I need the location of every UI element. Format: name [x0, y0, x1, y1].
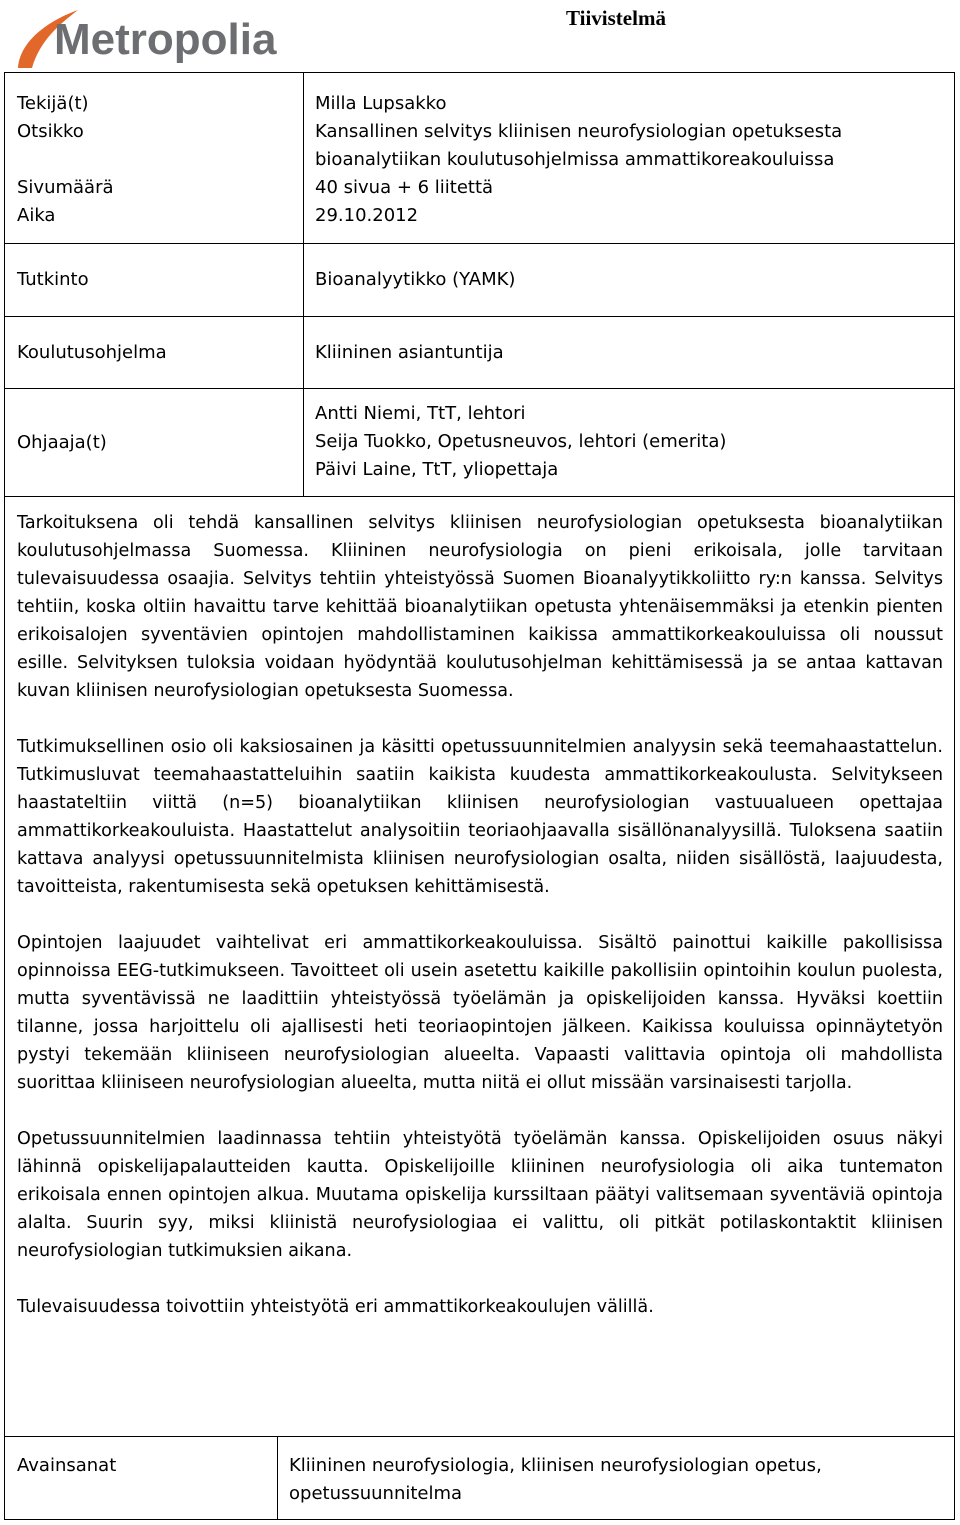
- metropolia-logo: [10, 0, 330, 72]
- metadata-values: [315, 90, 842, 230]
- degree-row: [5, 244, 954, 317]
- title-value-line2: bioanalytiikan koulutusohjelmissa ammattikoreakouluissa: [315, 149, 835, 170]
- abstract-paragraph-1: Tarkoituksena oli tehdä kansallinen selvitys kliinisen neurofysiologian opetuksesta bioanalytiikan koulutusohjelmassa Suomessa. Kliininen neurofysiologia on pieni erikoisala, jolle tarvitaan tulevaisuudessa osaajia. Selvitys tehtiin yhteistyössä Suomen Bioanalyytikkoliitto ry:n kanssa. Selvitys tehtiin, koska oltiin havaittu tarve kehittää bioanalytiikan opetusta yhtenäisemmäksi ja etenkin pienten erikoisalojen syventävien opintojen mahdollistaminen kaikissa ammattikorkeakouluissa oli noussut esille. Selvityksen tuloksia voidaan hyödyntää koulutusohjelman kehittämisessä ja se antaa kattavan kuvan kliinisen neurofysiologian opetuksesta Suomessa.: [17, 513, 943, 701]
- date-label: Aika: [17, 205, 56, 226]
- programme-row: [5, 317, 954, 389]
- supervisor-1: Antti Niemi, TtT, lehtori: [315, 403, 526, 424]
- date-value: 29.10.2012: [315, 205, 419, 226]
- page-count-value: 40 sivua + 6 liitettä: [315, 177, 494, 198]
- metadata-labels: [17, 90, 114, 230]
- author-value: Milla Lupsakko: [315, 93, 447, 114]
- abstract-form: [4, 72, 955, 1520]
- keywords-row: [5, 1436, 954, 1519]
- author-label: Tekijä(t): [17, 93, 89, 114]
- document-type-label: Tiivistelmä: [566, 6, 666, 30]
- degree-label: Tutkinto: [17, 269, 89, 290]
- supervisors-values: [315, 400, 726, 484]
- logo-text: Metropolia: [54, 15, 277, 64]
- title-value-line1: Kansallinen selvitys kliinisen neurofysiologian opetuksesta: [315, 121, 843, 142]
- abstract-body: [17, 509, 943, 1349]
- title-label: Otsikko: [17, 121, 84, 142]
- metadata-row: [5, 73, 954, 244]
- supervisor-3: Päivi Laine, TtT, yliopettaja: [315, 459, 559, 480]
- title-label-spacer: [17, 146, 114, 174]
- supervisors-label: Ohjaaja(t): [17, 432, 107, 453]
- supervisors-row: [5, 389, 954, 497]
- abstract-paragraph-5: Tulevaisuudessa toivottiin yhteistyötä eri ammattikorkeakoulujen välillä.: [17, 1297, 654, 1317]
- abstract-paragraph-2: Tutkimuksellinen osio oli kaksiosainen ja käsitti opetussuunnitelmien analyysin sekä teemahaastattelun. Tutkimusluvat teemahaastatteluihin saatiin kaikista kuudesta ammattikorkeakoulusta. Selvitykseen haastateltiin viittä (n=5) bioanalytiikan kliinisen neurofysiologian vastuualueen opettajaa ammattikorkeakouluista. Haastattelut analysoitiin teoriaohjaavalla sisällönanalyysillä. Tuloksena saatiin kattava analyysi opetussuunnitelmista kliinisen neurofysiologian osalta, niiden sisällöstä, laajuudesta, tavoitteista, rakentumisesta sekä opetuksen kehittämisestä.: [17, 737, 943, 897]
- supervisor-2: Seija Tuokko, Opetusneuvos, lehtori (emerita): [315, 431, 727, 452]
- abstract-paragraph-3: Opintojen laajuudet vaihtelivat eri ammattikorkeakouluissa. Sisältö painottui kaikille pakollisissa opinnoissa EEG-tutkimukseen. Tavoitteet oli usein asetettu kaikille pakollisiin opintoihin koulun puolesta, mutta syventävissä ne laadittiin yhteistyössä työelämän ja opiskelijoiden kanssa. Hyväksi koettiin tilanne, jossa harjoittelu oli ajallisesti heti teoriaopintojen jälkeen. Kaikissa kouluissa opinnäytetyön pystyi tekemään kliiniseen neurofysiologian alueelta. Vapaasti valittavia opintoja oli mahdollista suorittaa kliiniseen neurofysiologian alueelta, mutta niitä ei ollut missään varsinaisesti tarjolla.: [17, 933, 943, 1093]
- abstract-paragraph-4: Opetussuunnitelmien laadinnassa tehtiin yhteistyötä työelämän kanssa. Opiskelijoiden osuus näkyi lähinnä opiskelijapalautteiden kautta. Opiskelijoille kliininen neurofysiologia oli aika tuntematon erikoisala ennen opintojen alkua. Muutama opiskelija kurssiltaan päätyi valitsemaan syventäviä opintoja alalta. Suurin syy, miksi kliinistä neurofysiologiaa ei valittu, oli pitkät potilaskontaktit kliinisen neurofysiologian tutkimuksien aikana.: [17, 1129, 943, 1261]
- programme-label: Koulutusohjelma: [17, 342, 167, 363]
- metropolia-logo-mark: [10, 0, 330, 72]
- degree-value: Bioanalyytikko (YAMK): [315, 269, 516, 290]
- page-count-label: Sivumäärä: [17, 177, 114, 198]
- keywords-value: Kliininen neurofysiologia, kliinisen neurofysiologian opetus, opetussuunnitelma: [289, 1455, 822, 1504]
- keywords-label: Avainsanat: [17, 1455, 117, 1476]
- programme-value: Kliininen asiantuntija: [315, 342, 504, 363]
